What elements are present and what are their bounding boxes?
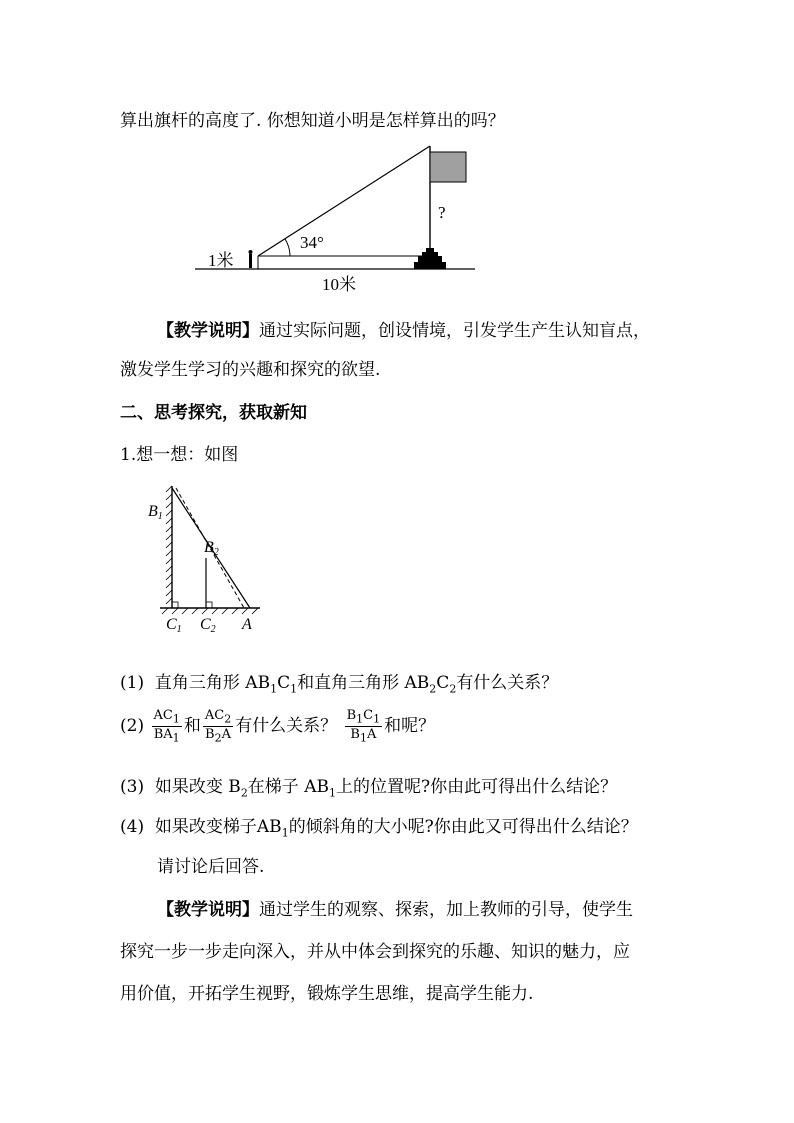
note1-tag: 【教学说明】 <box>157 321 259 341</box>
flagpole-figure <box>190 138 480 298</box>
note2-tag: 【教学说明】 <box>157 900 259 920</box>
label-1m: 1米 <box>208 251 234 270</box>
right-angle-c1 <box>172 602 178 608</box>
sight-line <box>258 146 430 256</box>
question-3: (3) 如果改变 $B_2$在梯子 $AB_1$上的位置呢?你由此可得出什么结论？ <box>120 777 618 800</box>
question-1: (1) 直角三角形 $AB_1C_1$和直角三角形 $AB_2C_2$有什么关系？ <box>120 673 559 696</box>
question-2: (2) $\frac{AC_1}{BA_1}$ 和 $\frac{AC_2}{B_2A}$ 有什么关系？ $\frac{B_1C_1}{B_1A}$ 和呢？ <box>120 708 436 745</box>
intro-text: 算出旗杆的高度了. 你想知道小明是怎样算出的吗？ <box>120 111 505 131</box>
note2-line3: 用价值，开拓学生视野，锻炼学生思维，提高学生能力. <box>120 984 534 1004</box>
label-a: A <box>242 616 252 633</box>
label-question: ? <box>438 203 446 222</box>
question-4: (4) 如果改变梯子$AB_1$的倾斜角的大小呢?你由此又可得出什么结论？ <box>120 817 638 840</box>
section-heading: 二、思考探究，获取新知 <box>120 403 307 423</box>
label-b2: B2 <box>204 539 219 558</box>
angle-label: 34° <box>300 233 324 252</box>
angle-arc <box>285 239 290 256</box>
item1-title: 1.想一想：如图 <box>120 445 239 465</box>
label-10m: 10米 <box>322 275 356 294</box>
ladder-figure <box>140 478 270 640</box>
label-b1: B1 <box>148 503 163 522</box>
pole-base <box>414 262 446 269</box>
discuss-text: 请讨论后回答. <box>157 857 265 877</box>
person-icon <box>249 254 252 268</box>
note2-line2: 探究一步一步走向深入，并从中体会到探究的乐趣、知识的魅力，应 <box>120 942 630 962</box>
wall-hatch <box>166 486 172 604</box>
label-c2: C2 <box>200 616 216 635</box>
fraction-ac1-ba1: $\frac{AC_1}{BA_1}$ <box>153 708 180 745</box>
flag <box>430 152 466 182</box>
fraction-ac2-b2a: $\frac{AC_2}{B_2A}$ <box>204 708 232 745</box>
label-c1: C1 <box>166 616 182 635</box>
note1-line2: 激发学生学习的兴趣和探究的欲望. <box>120 360 381 380</box>
right-angle-c2 <box>206 602 212 608</box>
fraction-b1c1-b1a: $\frac{B_1C_1}{B_1A}$ <box>346 708 381 745</box>
note1-line1: 【教学说明】通过实际问题，创设情境，引发学生产生认知盲点， <box>157 321 650 341</box>
person-head <box>249 250 253 254</box>
note2-line1: 【教学说明】通过学生的观察、探索，加上教师的引导，使学生 <box>157 900 633 920</box>
ground-hatch <box>162 608 258 614</box>
